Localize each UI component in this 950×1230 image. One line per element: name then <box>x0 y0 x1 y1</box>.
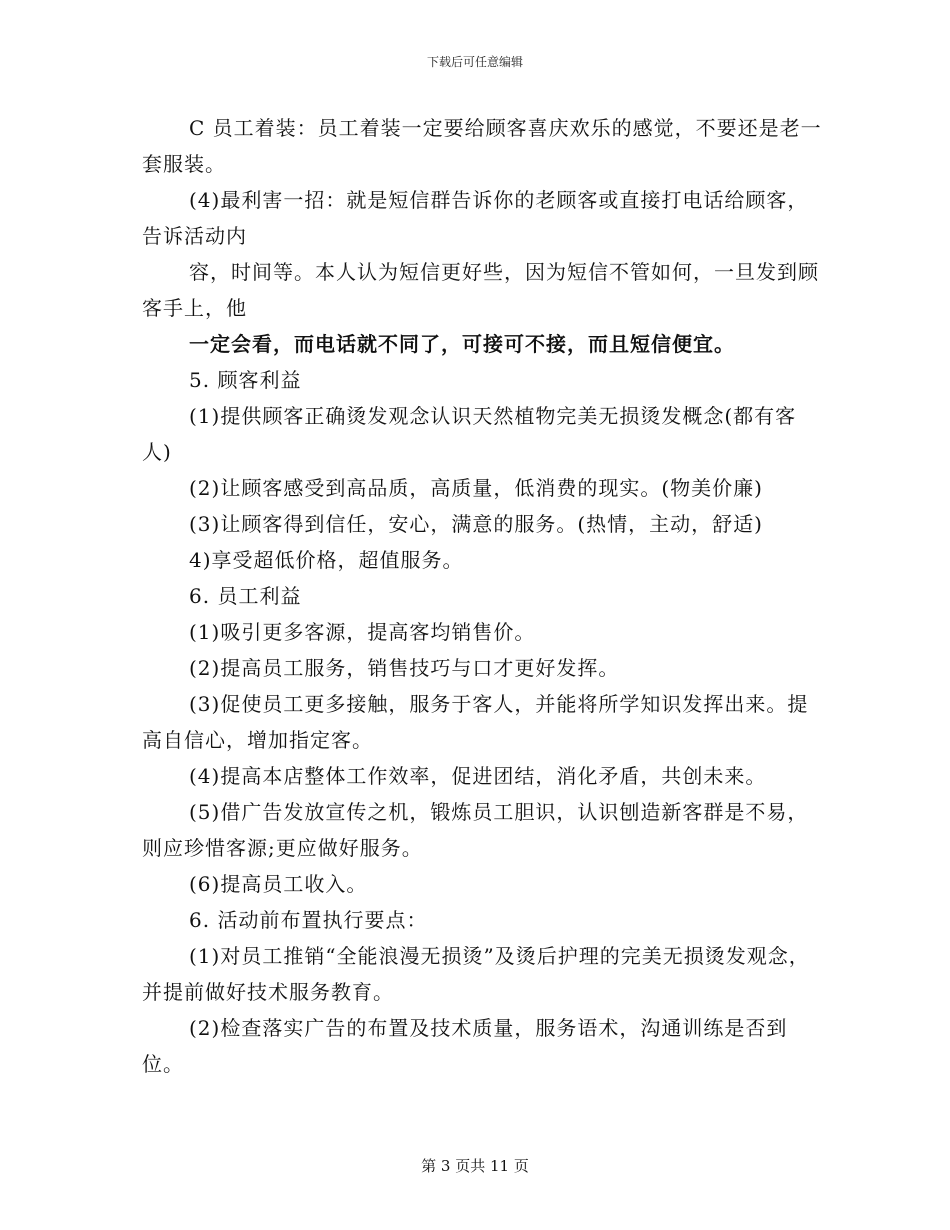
list-item: (1)吸引更多客源，提高客均销售价。 <box>189 620 536 644</box>
list-item: (2)让顾客感受到高品质，高质量，低消费的现实。(物美价廉) <box>189 476 763 500</box>
list-item: (4)提高本店整体工作效率，促进团结，消化矛盾，共创未来。 <box>189 764 767 788</box>
paragraph-sms-2: 容，时间等。本人认为短信更好些，因为短信不管如何，一旦发到顾客手上，他 <box>142 260 819 320</box>
list-item: (3)促使员工更多接触，服务于客人，并能将所学知识发挥出来。提高自信心，增加指定客。 <box>142 692 809 752</box>
heading-pre-event: 6. 活动前布置执行要点： <box>189 908 428 932</box>
paragraph-sms-3: 一定会看，而电话就不同了，可接可不接，而且短信便宜。 <box>189 332 735 356</box>
document-body <box>142 110 822 1082</box>
page-footer: 第 3 页共 11 页 <box>421 1157 529 1175</box>
page-header: 下载后可任意编辑 <box>426 55 523 69</box>
list-item: (5)借广告发放宣传之机，锻炼员工胆识，认识刨造新客群是不易，则应珍惜客源;更应做好服务。 <box>142 800 809 860</box>
heading-employee-benefits: 6. 员工利益 <box>189 584 302 608</box>
list-item: (6)提高员工收入。 <box>189 872 368 896</box>
heading-customer-benefits: 5. 顾客利益 <box>189 368 302 392</box>
paragraph-attire: C 员工着装：员工着装一定要给顾客喜庆欢乐的感觉，不要还是老一套服装。 <box>142 116 822 176</box>
paragraph-sms-1: (4)最利害一招：就是短信群告诉你的老顾客或直接打电话给顾客，告诉活动内 <box>142 188 809 248</box>
list-item: 4)享受超低价格，超值服务。 <box>189 548 464 572</box>
list-item: (3)让顾客得到信任，安心，满意的服务。(热情，主动，舒适) <box>189 512 763 536</box>
list-item: (2)检查落实广告的布置及技术质量，服务语术，沟通训练是否到位。 <box>142 1016 788 1076</box>
list-item: (1)提供顾客正确烫发观念认识天然植物完美无损烫发概念(都有客人) <box>142 404 797 464</box>
list-item: (1)对员工推销“全能浪漫无损烫”及烫后护理的完美无损烫发观念，并提前做好技术服务教育。 <box>142 944 810 1004</box>
list-item: (2)提高员工服务，销售技巧与口才更好发挥。 <box>189 656 620 680</box>
